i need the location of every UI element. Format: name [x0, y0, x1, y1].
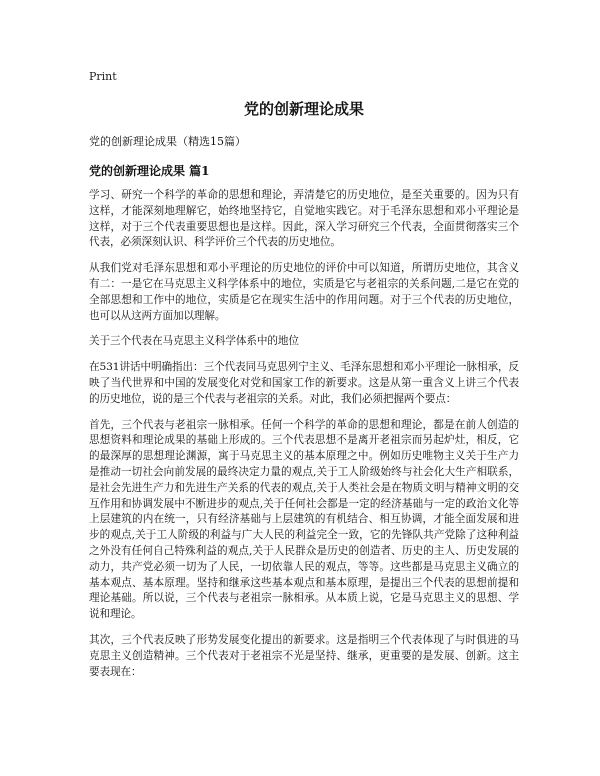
paragraph: 在531讲话中明确指出：三个代表同马克思列宁主义、毛泽东思想和邓小平理论一脉相承，反映了当代世界和中国的发展变化对党和国家工作的新要求。这是从第一重含义上讲三个代表的历史地位，说的是三个代表与老祖宗的关系。对此，我们必须把握两个要点： [89, 361, 519, 405]
print-link[interactable]: Print [89, 70, 117, 83]
paragraph: 关于三个代表在马克思主义科学体系中的地位 [89, 335, 299, 348]
paragraph: 学习、研究一个科学的革命的思想和理论，弄清楚它的历史地位，是至关重要的。因为只有这样，才能深刻地理解它，始终地坚持它，自觉地实践它。对于毛泽东思想和邓小平理论是这样，对于三个代表重要思想也是这样。因此，深入学习研究三个代表，全面贯彻落实三个代表，必须深刻认识、科学评价三个代表的历史地位。 [89, 189, 519, 249]
document-body [89, 188, 519, 690]
document-subtitle: 党的创新理论成果（精选15篇） [89, 135, 246, 148]
section-heading: 党的创新理论成果 篇1 [89, 164, 210, 178]
paragraph: 从我们党对毛泽东思想和邓小平理论的历史地位的评价中可以知道，所谓历史地位，其含义有二：一是它在马克思主义科学体系中的地位，实质是它与老祖宗的关系问题,二是它在党的全部思想和工作中的地位，实质是它在现实生活中的作用问题。对于三个代表的历史地位，也可以从这两方面加以理解。 [89, 262, 519, 322]
page-title: 党的创新理论成果 [243, 100, 364, 118]
paragraph: 首先，三个代表与老祖宗一脉相承。任何一个科学的革命的思想和理论，都是在前人创造的思想资料和理论成果的基础上形成的。三个代表思想不是离开老祖宗而另起炉灶，相反，它的最深厚的思想理论渊源，寓于马克思主义的基本原理之中。例如历史唯物主义关于生产力是推动一切社会向前发展的最终决定力量的观点,关于工人阶级始终与社会化大生产相联系，是社会先进生产力和先进生产关系的代表的观点,关于人类社会是在物质文明与精神文明的交互作用和协调发展中不断进步的观点,关于任何社会都是一定的经济基础与一定的政治文化等上层建筑的内在统一，只有经济基础与上层建筑的有机结合、相互协调，才能全面发展和进步的观点,关于工人阶级的利益与广大人民的利益完全一致，它的先锋队共产党除了这种利益之外没有任何自己特殊利益的观点,关于人民群众是历史的创造者、历史的主人、历史发展的动力，共产党必须一切为了人民，一切依靠人民的观点，等等。这些都是马克思主义确立的基本观点、基本原理。坚持和继承这些基本观点和基本原理，是提出三个代表的思想前提和理论基础。所以说，三个代表与老祖宗一脉相承。从本质上说，它是马克思主义的思想、学说和理论。 [89, 418, 519, 621]
paragraph: 其次，三个代表反映了形势发展变化提出的新要求。这是指明三个代表体现了与时俱进的马克思主义创造精神。三个代表对于老祖宗不光是坚持、继承，更重要的是发展、创新。这主要表现在： [89, 633, 519, 678]
